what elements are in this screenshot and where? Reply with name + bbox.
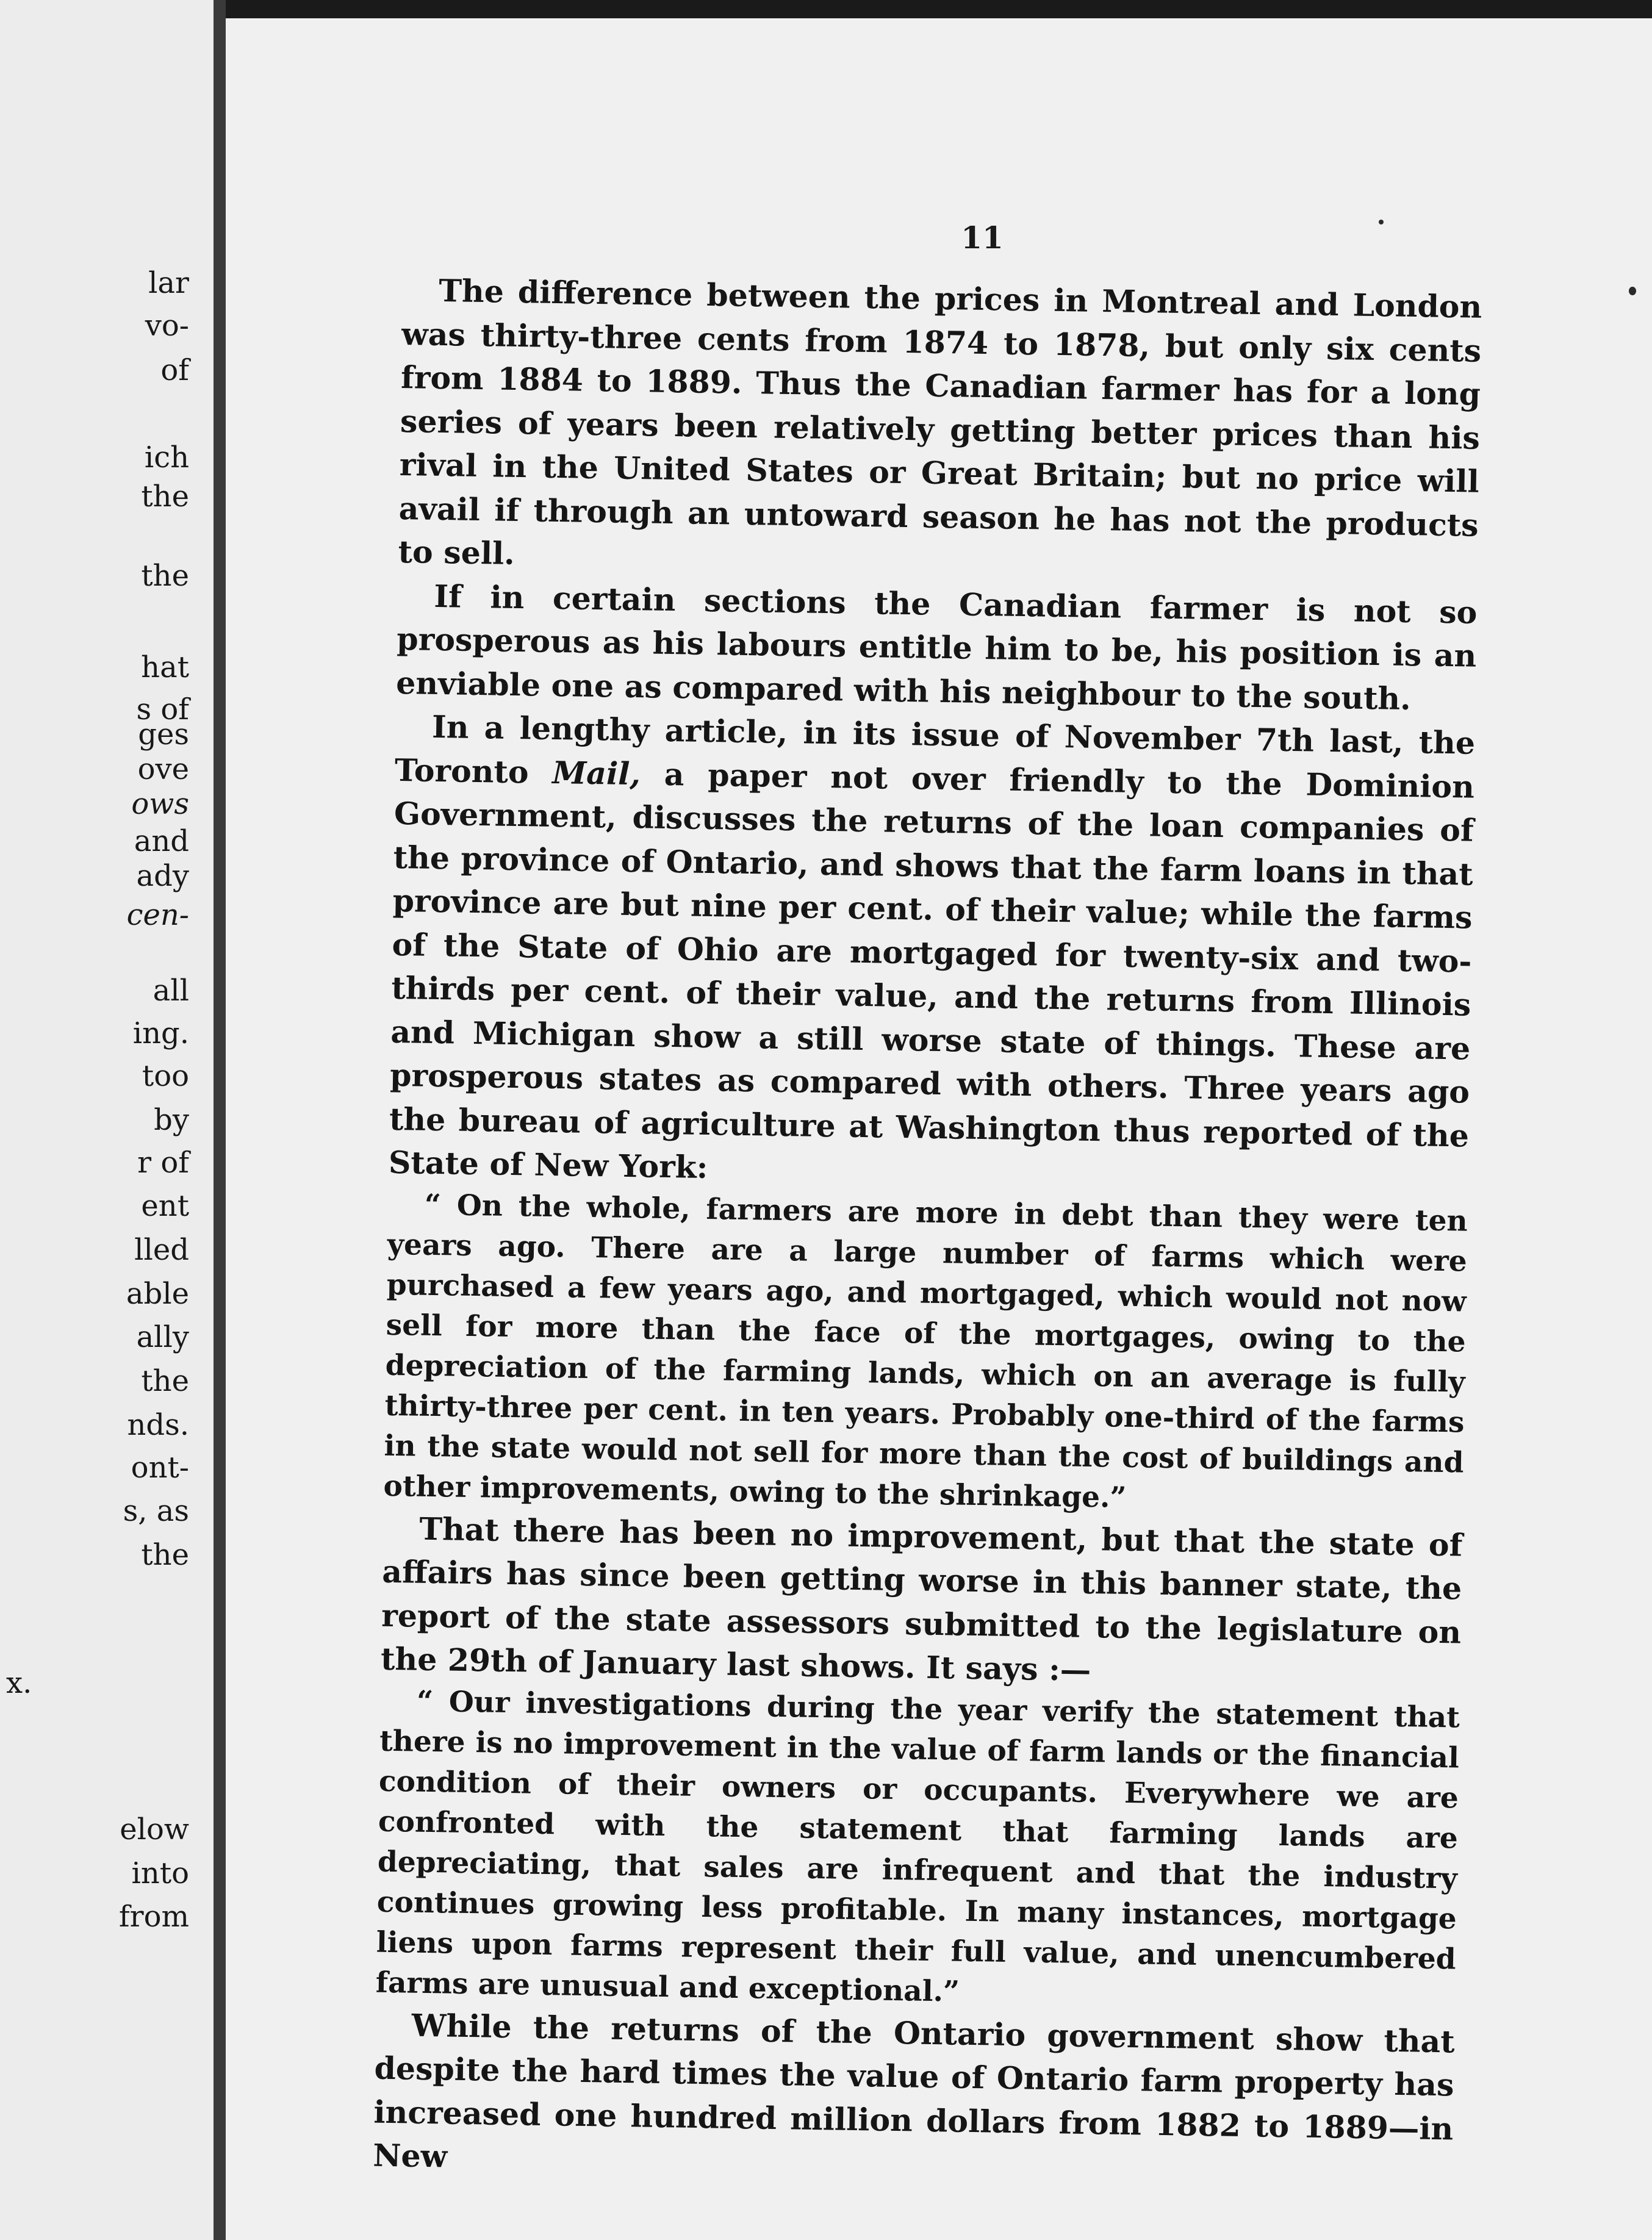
facing-page-text-fragment: the [141,1364,189,1398]
facing-page-text-fragment: ges [138,717,189,752]
facing-page-text-fragment: ove [137,752,189,786]
facing-page-text-fragment: ady [136,859,189,893]
facing-page-text-fragment: the [141,1538,189,1572]
facing-page-text-fragment: lar [148,266,189,300]
newspaper-title: Mail, [551,754,641,792]
page-number: 11 [961,220,1004,256]
facing-page-text-fragment: r of [137,1146,189,1180]
facing-page-text-fragment: ont- [131,1451,189,1485]
paragraph: While the returns of the Ontario government show that despite the hard times the value of Ontario farm property has increased one hundred million dollars from 1882 to 1889—in New [372,2007,1456,2175]
facing-page-text-fragment: s of [136,692,189,727]
paragraph: If in certain sections the Canadian farmer is not so prosperous as his labours entitle him to be, his position is an enviable one as compared with his neighbour to the south. [395,578,1478,717]
facing-page-text-fragment: ent [141,1189,189,1223]
facing-page-edge [0,0,221,2240]
facing-page-text-fragment: ally [136,1320,189,1354]
facing-page-text-fragment: hat [141,650,189,684]
facing-page-text-fragment: vo- [145,309,189,343]
facing-page-text-fragment: able [126,1277,189,1311]
quoted-paragraph: “ Our investigations during the year verify the statement that there is no improvement in the value of farm lands or the financial condition of their owners or occupants. Everywhere we are confronted with the statement that farming lands are depreciating, that sales are infrequent and that the industry continues growing less profitable. In many instances, mortgage liens upon farms represent their full value, and unencumbered farms are unusual and exceptional.” [375,1684,1460,2009]
facing-page-text-fragment: ing. [132,1016,189,1050]
facing-page-text-fragment: from [118,1900,189,1934]
paragraph-text: In a lengthy article, in its issue of November 7th last, the Toronto [394,708,1476,791]
facing-page-text-fragment: ows [131,787,189,821]
facing-page-text-fragment: nds. [127,1408,189,1442]
facing-page-text-fragment: ich [144,440,189,475]
paragraph-text: a paper not over friendly to the Dominion Government, discusses the returns of the loan companies of the province of Ontario, and shows that the farm loans in that province are but nine per cent. of their value; while the farms of the State of Ohio are mortgaged for twenty-six and two-thirds per cent. of their value, and the returns from Illinois and Michigan show a still worse state of things. These are prosperous states as compared with others. Three years ago the bureau of agriculture at Washington thus reported of the State of New York: [388,755,1475,1186]
facing-page-text-fragment: cen- [126,898,189,932]
ink-speck [1629,287,1636,295]
paragraph: The difference between the prices in Montreal and London was thirty-three cents from 1874 to 1878, but only six cents from 1884 to 1889. Thus the Canadian farmer has for a long series of years been relatively getting better prices than his rival in the United States or Great Britain; but no price will avail if through an untoward season he has not the products to sell. [398,272,1482,572]
facing-page-text-fragment: lled [134,1233,189,1267]
facing-page-text-fragment: elow [120,1812,189,1847]
book-gutter [214,0,226,2240]
facing-page-text-fragment: of [160,353,189,387]
facing-page-text-fragment: the [141,479,189,514]
facing-page-text-fragment: all [153,974,189,1008]
facing-page-text-fragment: into [131,1856,189,1890]
quoted-paragraph: “ On the whole, farmers are more in debt than they were ten years ago. There are a large number of farms which were purchased a few years ago, and mortgaged, which would not now sell for more than the face of the mortgages, owing to the depreciation of the farming lands, which on an average is fully thirty-three per cent. in ten years. Probably one-third of the farms in the state would not sell for more than the cost of buildings and other improvements, owing to the shrinkage.” [383,1188,1468,1515]
facing-page-text-fragment: x. [6,1666,32,1700]
facing-page-text-fragment: by [154,1103,189,1137]
facing-page-text-fragment: the [141,559,189,593]
facing-page-text-fragment: too [142,1059,189,1093]
paragraph: That there has been no improvement, but that the state of affairs has since been getting worse in this banner state, the report of the state assessors submitted to the legislature on the 29th of January last shows. It says :— [380,1510,1463,1689]
facing-page-text-fragment: s, as [123,1494,189,1528]
book-page [226,18,1652,2240]
facing-page-text-fragment: and [134,824,189,858]
ink-speck [1379,220,1384,224]
paragraph [388,705,1475,1201]
body-text [373,268,1482,2194]
